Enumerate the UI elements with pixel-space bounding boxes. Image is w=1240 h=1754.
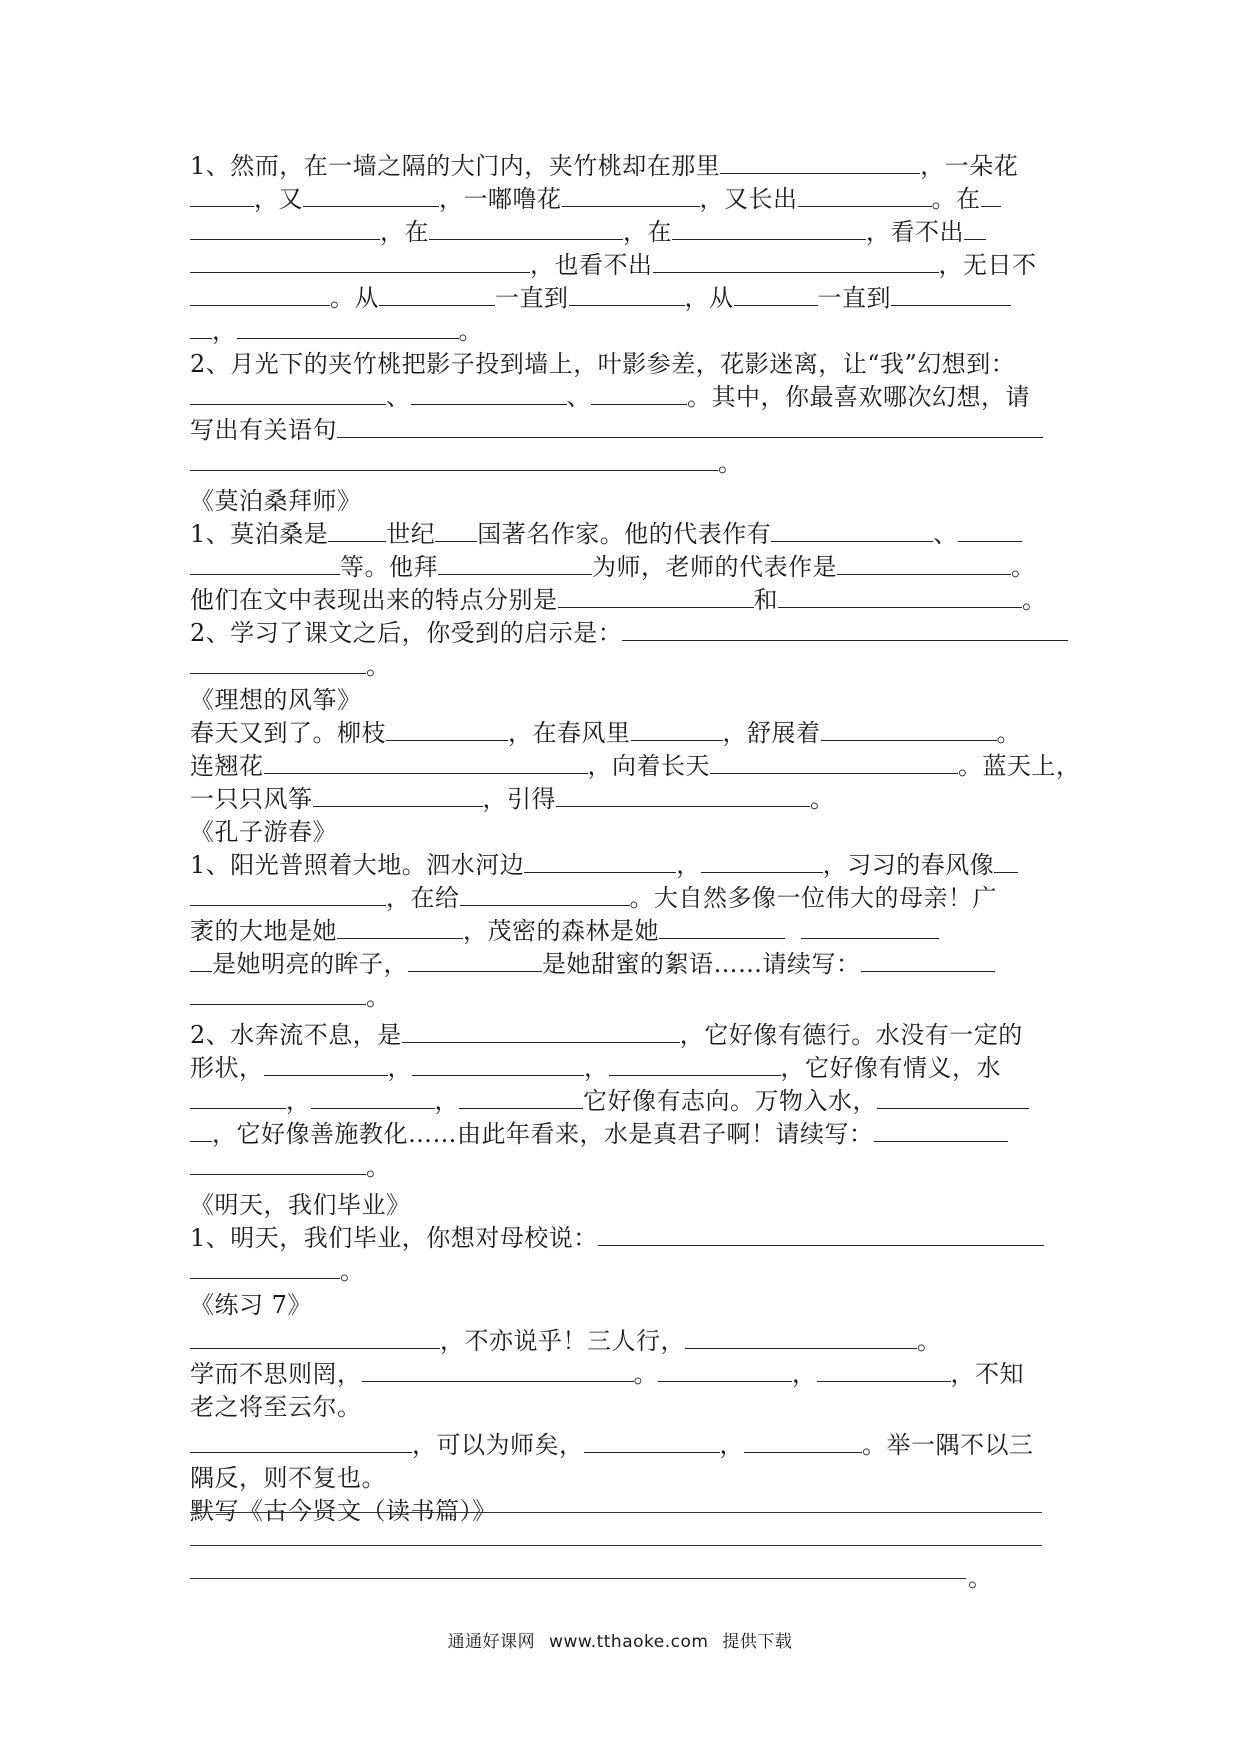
question-text: 。 (366, 1153, 391, 1181)
question-text: 写出有关语句 (190, 416, 337, 444)
answer-blank[interactable] (459, 1086, 583, 1109)
answer-blank[interactable] (190, 1256, 340, 1279)
footer-site-name: 通通好课网 (447, 1632, 536, 1652)
answer-blank[interactable] (303, 184, 439, 207)
answer-blank[interactable] (562, 184, 700, 207)
answer-blank[interactable] (556, 784, 810, 807)
question-text: 。 (810, 785, 835, 813)
question-text: ，它好像有情义，水 (780, 1054, 1001, 1082)
answer-blank[interactable] (328, 519, 386, 542)
answer-blank[interactable] (609, 1053, 781, 1076)
answer-blank[interactable] (701, 850, 823, 873)
question-text: 2、月光下的夹竹桃把影子投到墙上，叶影参差，花影迷离，让“我”幻想到： (190, 350, 1016, 378)
question-text: 。 (917, 1327, 942, 1355)
question-text: ，舒展着 (722, 719, 821, 747)
answer-blank[interactable] (631, 718, 723, 741)
text-line (190, 518, 1060, 551)
text-line (190, 1325, 1060, 1358)
dictation-line[interactable] (190, 1512, 1042, 1513)
question-text: ， (212, 317, 237, 345)
question-text: 1、然而，在一墙之隔的大门内，夹竹桃却在那里 (190, 152, 721, 180)
footer-suffix: 提供下载 (722, 1632, 793, 1652)
section-title: 《莫泊桑拜师》 (190, 487, 362, 515)
question-text: 世纪 (386, 520, 436, 548)
text-line (190, 783, 1060, 816)
text-line (190, 849, 1060, 882)
text-line (190, 717, 1060, 750)
text-line (190, 1391, 1060, 1429)
answer-blank[interactable] (190, 1326, 440, 1349)
answer-blank[interactable] (891, 283, 1011, 306)
text-line (190, 1052, 1060, 1085)
question-text: ，无日不 (938, 251, 1037, 279)
question-text: ，也看不出 (530, 251, 653, 279)
question-text: 。在 (931, 185, 981, 213)
question-text: 。 (458, 317, 483, 345)
answer-blank[interactable] (598, 1223, 1044, 1246)
answer-blank[interactable] (190, 883, 386, 906)
text-line (190, 249, 1060, 282)
answer-blank[interactable] (190, 1086, 286, 1109)
question-text: 隅反，则不复也。 (190, 1464, 386, 1492)
question-text: ，引得 (482, 785, 556, 813)
question-text: 2、水奔流不息，是 (190, 1021, 402, 1049)
answer-blank[interactable] (801, 916, 939, 939)
text-line (190, 1118, 1060, 1151)
question-text: 。 (1011, 553, 1036, 581)
question-text: ，在给 (386, 884, 460, 912)
text-line (190, 183, 1060, 216)
text-line (190, 381, 1060, 414)
text-line (190, 1019, 1060, 1052)
section-title: 《孔子游春》 (190, 818, 337, 846)
question-text: ，一朵花 (920, 152, 1019, 180)
question-text: 等。他拜 (340, 553, 438, 581)
question-text: 、 (933, 520, 958, 548)
text-line (190, 1358, 1060, 1391)
question-text: 。蓝天上， (958, 752, 1081, 780)
answer-blank[interactable] (524, 850, 676, 873)
answer-blank[interactable] (821, 718, 997, 741)
text-line (190, 650, 1060, 684)
text-line (190, 981, 1060, 1019)
answer-blank[interactable] (190, 982, 366, 1005)
answer-blank[interactable] (190, 651, 366, 674)
question-text: ，看不出 (866, 218, 964, 246)
text-line (190, 551, 1060, 584)
answer-blank[interactable] (771, 519, 933, 542)
question-text: 为师，老师的代表作是 (592, 553, 837, 581)
text-line (190, 282, 1060, 315)
answer-blank[interactable] (190, 448, 718, 471)
answer-blank[interactable] (435, 519, 477, 542)
answer-blank[interactable] (362, 1359, 634, 1382)
page-footer (0, 1627, 1240, 1652)
answer-blank[interactable] (584, 1430, 720, 1453)
question-text: 。大自然多像一位伟大的母亲！广 (629, 884, 997, 912)
question-text: 国著名作家。他的代表作有 (477, 520, 772, 548)
question-text: ，向着长天 (587, 752, 710, 780)
question-text: ，习习的春风像 (822, 851, 995, 879)
question-text: 。 (633, 1360, 658, 1388)
text-line (190, 1151, 1060, 1189)
answer-blank[interactable] (558, 585, 754, 608)
question-text: ，不亦说乎！三人行， (440, 1327, 685, 1355)
answer-blank[interactable] (264, 1053, 388, 1076)
answer-blank[interactable] (591, 382, 687, 405)
answer-blank[interactable] (313, 784, 483, 807)
text-line (190, 584, 1060, 617)
answer-blank[interactable] (190, 217, 380, 240)
answer-blank[interactable] (653, 250, 939, 273)
footer-url[interactable]: www.tthaoke.com (549, 1632, 709, 1652)
worksheet-body (190, 150, 1081, 1528)
answer-blank[interactable] (379, 283, 495, 306)
question-text: ，又 (254, 185, 303, 213)
answer-blank[interactable] (190, 283, 330, 306)
answer-blank[interactable] (622, 618, 1068, 641)
answer-blank[interactable] (408, 949, 542, 972)
answer-blank[interactable] (981, 184, 1001, 207)
answer-blank[interactable] (710, 751, 958, 774)
question-text: 老之将至云尔。 (190, 1393, 362, 1421)
question-text: 1、莫泊桑是 (190, 520, 329, 548)
question-text: ， (719, 1431, 744, 1459)
question-text: ，它好像有德行。水没有一定的 (679, 1021, 1023, 1049)
text-line (190, 216, 1060, 249)
answer-blank[interactable] (658, 1359, 792, 1382)
section-title: 《理想的风筝》 (190, 686, 362, 714)
question-text: 。 (1022, 586, 1047, 614)
question-text: 。 (996, 719, 1021, 747)
question-text: ， (286, 1087, 311, 1115)
answer-blank[interactable] (190, 1119, 212, 1142)
answer-blank[interactable] (337, 916, 463, 939)
answer-blank[interactable] (958, 519, 1022, 542)
answer-blank[interactable] (337, 415, 1043, 438)
answer-blank[interactable] (994, 850, 1018, 873)
answer-blank[interactable] (778, 585, 1022, 608)
answer-blank[interactable] (837, 552, 1011, 575)
question-text: ，可以为师矣， (412, 1431, 584, 1459)
text-line (190, 1255, 1060, 1289)
answer-blank[interactable] (874, 1119, 1008, 1142)
answer-blank[interactable] (190, 382, 386, 405)
text-line (190, 414, 1060, 447)
question-text: 一直到 (817, 284, 891, 312)
answer-blank[interactable] (190, 552, 340, 575)
answer-blank[interactable] (744, 1430, 862, 1453)
answer-blank[interactable] (877, 1086, 1029, 1109)
question-text: 学而不思则罔， (190, 1360, 362, 1388)
question-text: 连翘花 (190, 752, 264, 780)
question-text: ，又长出 (699, 185, 798, 213)
answer-blank[interactable] (190, 184, 254, 207)
question-text: 1、明天，我们毕业，你想对母校说： (190, 1224, 598, 1252)
question-text: 。从 (330, 284, 379, 312)
answer-blank[interactable] (429, 217, 623, 240)
question-text: 。举一隅不以三 (862, 1431, 1034, 1459)
answer-blank[interactable] (190, 1430, 412, 1453)
text-line (190, 617, 1060, 650)
question-text: 春天又到了。柳枝 (190, 719, 386, 747)
question-text: 形状， (190, 1054, 264, 1082)
answer-blank[interactable] (190, 1152, 366, 1175)
answer-blank[interactable] (685, 1326, 917, 1349)
question-text: 。 (366, 983, 391, 1011)
text-line (190, 150, 1060, 183)
dictation-end-mark: 。 (968, 1564, 992, 1592)
question-text: ，在 (623, 218, 672, 246)
answer-blank[interactable] (569, 283, 685, 306)
answer-blank[interactable] (190, 250, 530, 273)
answer-blank[interactable] (190, 316, 212, 339)
answer-blank[interactable] (734, 283, 818, 306)
question-text: 袤的大地是她 (190, 917, 337, 945)
question-text: 。 (366, 652, 391, 680)
question-text: 它好像有志向。万物入水， (583, 1087, 877, 1115)
text-line (190, 315, 1060, 348)
dictation-line[interactable] (190, 1578, 966, 1579)
answer-blank[interactable] (190, 949, 212, 972)
text-line (190, 348, 1060, 381)
answer-blank[interactable] (672, 217, 866, 240)
question-text: 。 (718, 449, 743, 477)
section-title: 《明天，我们毕业》 (190, 1191, 411, 1219)
question-text: 一直到 (495, 284, 569, 312)
question-text: ，在春风里 (508, 719, 631, 747)
question-text: 2、学习了课文之后，你受到的启示是： (190, 619, 623, 647)
text-line (190, 882, 1060, 915)
question-text: 、 (566, 383, 591, 411)
answer-blank[interactable] (386, 718, 508, 741)
text-line (190, 1429, 1060, 1462)
answer-blank[interactable] (720, 151, 920, 174)
question-text: 、 (386, 383, 411, 411)
question-text: ， (387, 1054, 412, 1082)
question-text: 和 (753, 586, 778, 614)
text-line (190, 447, 1060, 485)
text-line (190, 1222, 1060, 1255)
question-text: 是她甜蜜的絮语……请续写： (542, 950, 861, 978)
question-text: 是她明亮的眸子， (212, 950, 408, 978)
question-text: ， (584, 1054, 609, 1082)
text-line (190, 915, 1060, 948)
section-title: 默写《古今贤文（读书篇）》 (190, 1497, 497, 1525)
answer-blank[interactable] (311, 1086, 435, 1109)
answer-blank[interactable] (237, 316, 459, 339)
question-text: ， (676, 851, 701, 879)
text-line (190, 750, 1081, 783)
answer-blank[interactable] (438, 552, 592, 575)
answer-blank[interactable] (411, 382, 567, 405)
question-text: ，一嘟噜花 (439, 185, 562, 213)
answer-blank[interactable] (659, 916, 785, 939)
question-text: ，在 (380, 218, 429, 246)
answer-blank[interactable] (264, 751, 588, 774)
answer-blank[interactable] (460, 883, 630, 906)
dictation-line[interactable] (190, 1545, 1042, 1546)
question-text: ，不知 (950, 1360, 1024, 1388)
text-line (190, 1085, 1060, 1118)
question-text: 。其中，你最喜欢哪次幻想，请 (687, 383, 1030, 411)
answer-blank[interactable] (861, 949, 995, 972)
section-title: 《练习 7》 (190, 1291, 312, 1319)
answer-blank[interactable] (798, 184, 932, 207)
question-text: ，从 (684, 284, 734, 312)
question-text: ，它好像善施教化……由此年看来，水是真君子啊！请续写： (212, 1120, 874, 1148)
question-text: ， (792, 1360, 817, 1388)
answer-blank[interactable] (412, 1053, 584, 1076)
question-text: 他们在文中表现出来的特点分别是 (190, 586, 558, 614)
text-line (190, 948, 1060, 981)
question-text: 1、阳光普照着大地。泗水河边 (190, 851, 525, 879)
answer-blank[interactable] (964, 217, 986, 240)
question-text: ， (434, 1087, 459, 1115)
question-text: ，茂密的森林是她 (463, 917, 659, 945)
text-line (190, 1462, 1060, 1495)
question-text: 。 (340, 1257, 365, 1285)
answer-blank[interactable] (402, 1020, 680, 1043)
answer-blank[interactable] (817, 1359, 951, 1382)
question-text: 一只只风筝 (190, 785, 313, 813)
